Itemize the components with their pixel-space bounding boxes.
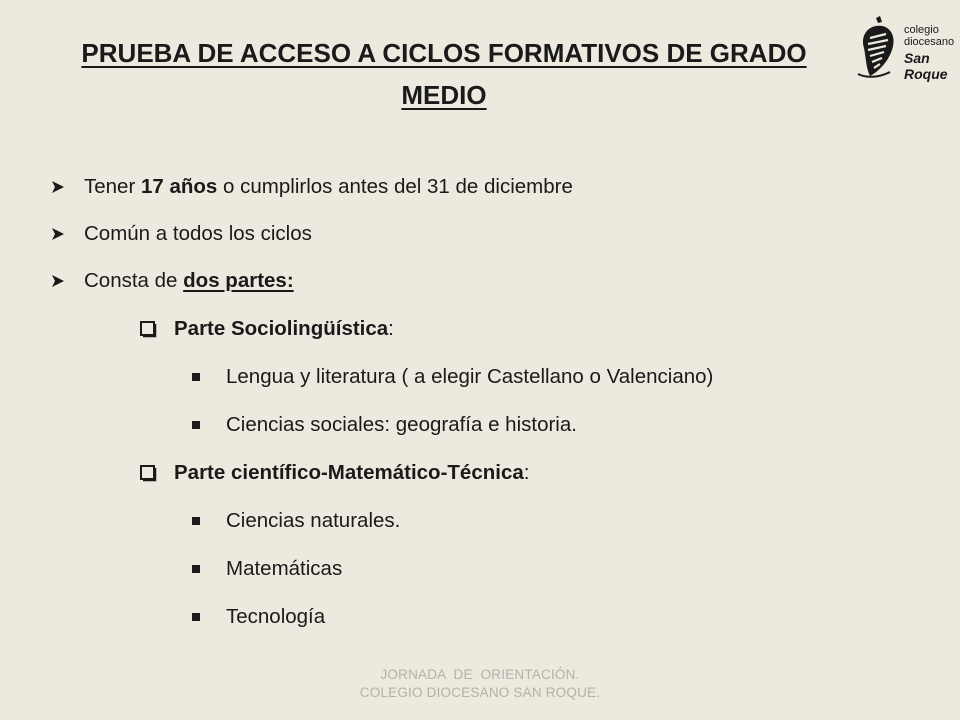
part2-sub-3-text: Tecnología bbox=[226, 605, 326, 628]
slide-title: PRUEBA DE ACCESO A CICLOS FORMATIVOS DE GRADO MEDIO bbox=[81, 38, 807, 110]
list-item-part2-sub-2 bbox=[190, 557, 342, 581]
common-text: Común a todos los ciclos bbox=[84, 222, 312, 245]
list-item-parts bbox=[50, 269, 294, 293]
list-item-part2-sub-1 bbox=[190, 509, 400, 533]
part2-bold: Parte científico-Matemático-Técnica bbox=[174, 461, 524, 484]
logo-line-2: diocesano bbox=[904, 36, 955, 48]
square-bullet-icon bbox=[190, 365, 204, 395]
list-item-part1-sub-2 bbox=[190, 413, 577, 437]
arrow-bullet-icon bbox=[50, 222, 68, 252]
part1-bold: Parte Sociolingüística bbox=[174, 317, 389, 340]
list-item-age bbox=[50, 175, 573, 199]
footer-line-2: COLEGIO DIOCESANO SAN ROQUE. bbox=[359, 685, 601, 700]
list-item-part1-sub-1 bbox=[190, 365, 713, 389]
square-bullet-icon bbox=[190, 557, 204, 587]
slide-footer bbox=[0, 666, 960, 702]
logo-line-3: San Roque bbox=[904, 50, 948, 82]
part1-sub-2-text: Ciencias sociales: geografía e historia. bbox=[226, 413, 577, 436]
list-item-common bbox=[50, 222, 312, 246]
square-bullet-icon bbox=[190, 509, 204, 539]
age-pre: Tener bbox=[84, 175, 141, 198]
square-bullet-icon bbox=[190, 413, 204, 443]
list-item-part1 bbox=[138, 317, 394, 341]
part1-post: : bbox=[388, 317, 394, 340]
parts-bold: dos partes: bbox=[183, 269, 294, 292]
part2-sub-2-text: Matemáticas bbox=[226, 557, 343, 580]
age-post: o cumplirlos antes del 31 de diciembre bbox=[217, 175, 573, 198]
arrow-bullet-icon bbox=[50, 175, 68, 205]
part2-sub-1-text: Ciencias naturales. bbox=[226, 509, 401, 532]
footer-line-1: JORNADA DE ORIENTACIÓN. bbox=[380, 667, 580, 682]
square-bullet-icon bbox=[190, 605, 204, 635]
list-item-part2 bbox=[138, 461, 529, 485]
list-item-part2-sub-3 bbox=[190, 605, 325, 629]
checkbox-bullet-icon bbox=[138, 317, 158, 347]
logo-line-1: colegio bbox=[904, 24, 939, 36]
checkbox-bullet-icon bbox=[138, 461, 158, 491]
part1-sub-1-text: Lengua y literatura ( a elegir Castellano o Valenciano) bbox=[226, 365, 714, 388]
age-bold: 17 años bbox=[140, 175, 218, 198]
part2-post: : bbox=[523, 461, 530, 484]
arrow-bullet-icon bbox=[50, 269, 68, 299]
parts-pre: Consta de bbox=[84, 269, 184, 292]
